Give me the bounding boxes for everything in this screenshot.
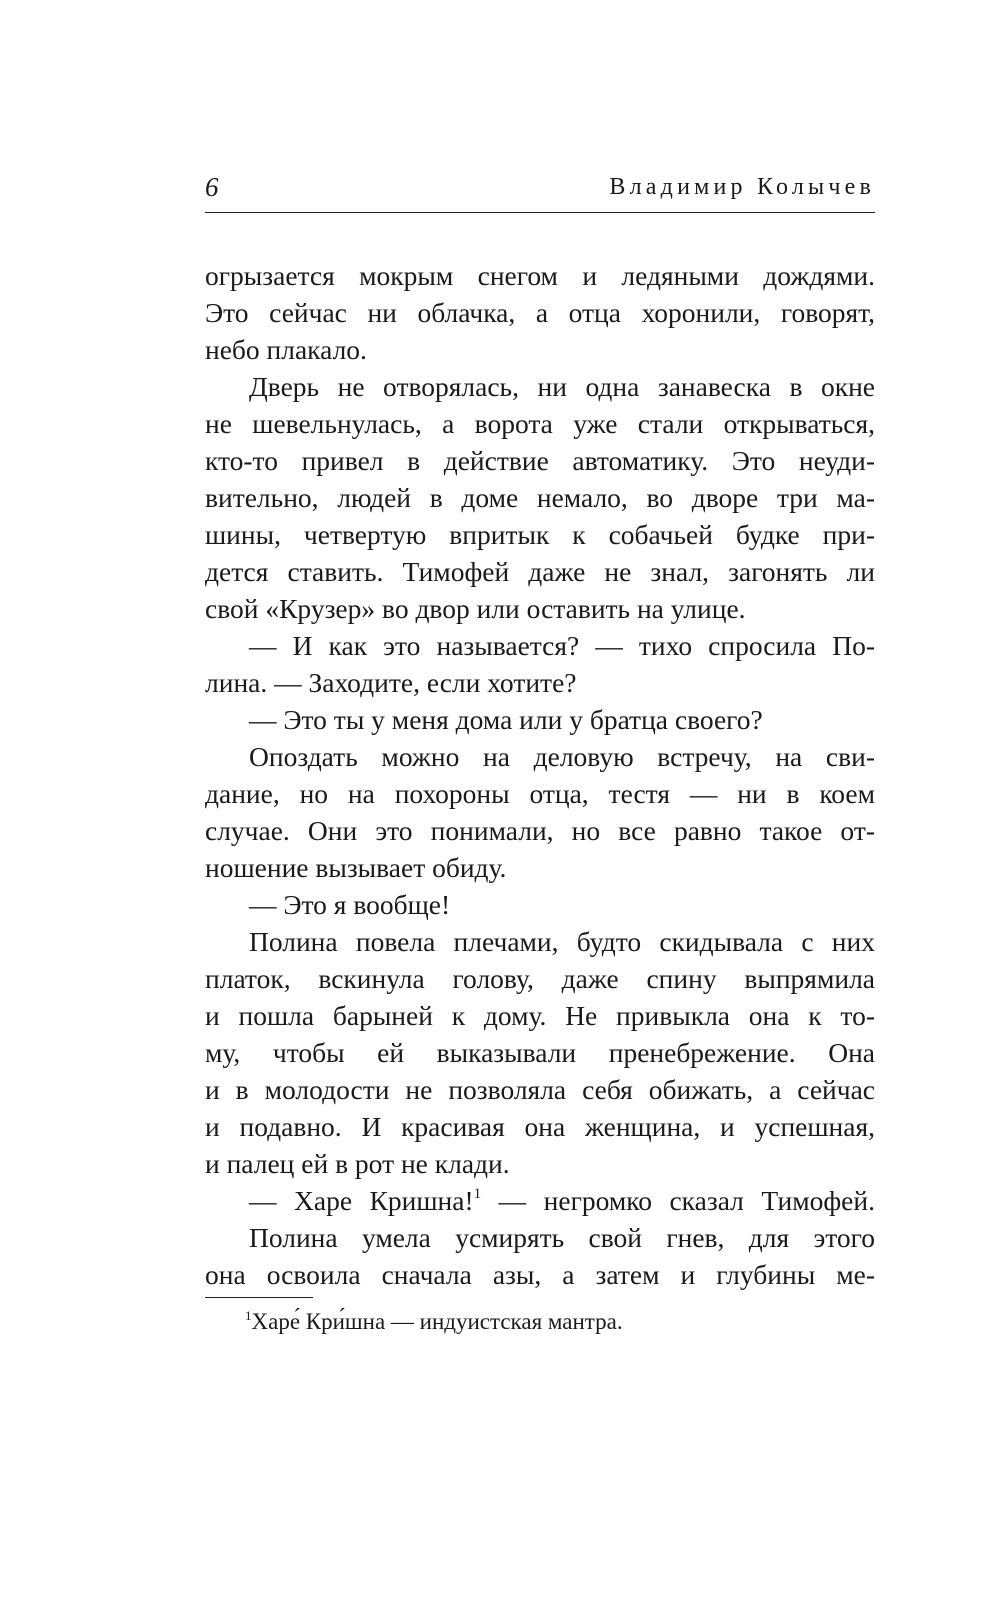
text-line: — И как это называется? — тихо спросила По- xyxy=(249,630,875,661)
text-line: и пошла барыней к дому. Не привыкла она к то- xyxy=(205,1000,875,1031)
text-line: не шевельнулась, а ворота уже стали открываться, xyxy=(205,408,875,439)
text-line: Это сейчас ни облачка, а отца хоронили, говорят, xyxy=(205,297,875,328)
footnote-divider xyxy=(205,1297,313,1298)
text-line: огрызается мокрым снегом и ледяными дождями. xyxy=(205,260,875,291)
footnote-reference: 1 xyxy=(473,1186,482,1202)
text-line: шины, четвертую впритык к собачьей будке при- xyxy=(205,519,875,550)
text-line: дание, но на похороны отца, тестя — ни в коем xyxy=(205,778,875,809)
page-number: 6 xyxy=(205,172,219,202)
text-line: му, чтобы ей выказывали пренебрежение. Она xyxy=(205,1037,875,1068)
text-line: случае. Они это понимали, но все равно такое от- xyxy=(205,815,875,846)
text-line: ношение вызывает обиду. xyxy=(205,852,507,883)
text-line: вительно, людей в доме немало, во дворе три ма- xyxy=(205,482,875,513)
text-line: Дверь не отворялась, ни одна занавеска в окне xyxy=(249,371,875,402)
text-line-with-footnote xyxy=(205,1182,875,1219)
footnote-marker: 1 xyxy=(245,1308,252,1323)
footnote-term: Харе́ Кри́шна xyxy=(251,1309,386,1334)
text-line: — Это я вообще! xyxy=(249,889,451,920)
body-text xyxy=(205,257,875,1293)
text-line: кто-то привел в действие автоматику. Это неуди- xyxy=(205,445,875,476)
text-line: и подавно. И красивая она женщина, и успешная, xyxy=(205,1111,875,1142)
text-line: и в молодости не позволяла себя обижать, а сейчас xyxy=(205,1074,875,1105)
text-line: свой «Крузер» во двор или оставить на улице. xyxy=(205,593,746,624)
text-line: небо плакало. xyxy=(205,334,367,365)
text-line: лина. — Заходите, если хотите? xyxy=(205,667,577,698)
line-end: — негромко сказал Тимофей. xyxy=(481,1185,875,1216)
line-start: — Харе Кришна! xyxy=(249,1185,474,1216)
text-line: — Это ты у меня дома или у братца своего? xyxy=(249,704,763,735)
text-line: она освоила сначала азы, а затем и глубины ме- xyxy=(205,1259,875,1290)
text-line: и палец ей в рот не клади. xyxy=(205,1148,510,1179)
text-line: Опоздать можно на деловую встречу, на сви- xyxy=(249,741,875,772)
text-line: платок, вскинула голову, даже спину выпрямила xyxy=(205,963,875,994)
footnote xyxy=(245,1304,623,1340)
text-line: Полина умела усмирять свой гнев, для этого xyxy=(249,1222,875,1253)
author-name: Владимир Колычев xyxy=(609,174,875,200)
footnote-text: — индуистская мантра. xyxy=(385,1309,623,1334)
text-line: дется ставить. Тимофей даже не знал, загонять ли xyxy=(205,556,875,587)
text-line: Полина повела плечами, будто скидывала с них xyxy=(249,926,875,957)
running-head xyxy=(205,172,875,213)
